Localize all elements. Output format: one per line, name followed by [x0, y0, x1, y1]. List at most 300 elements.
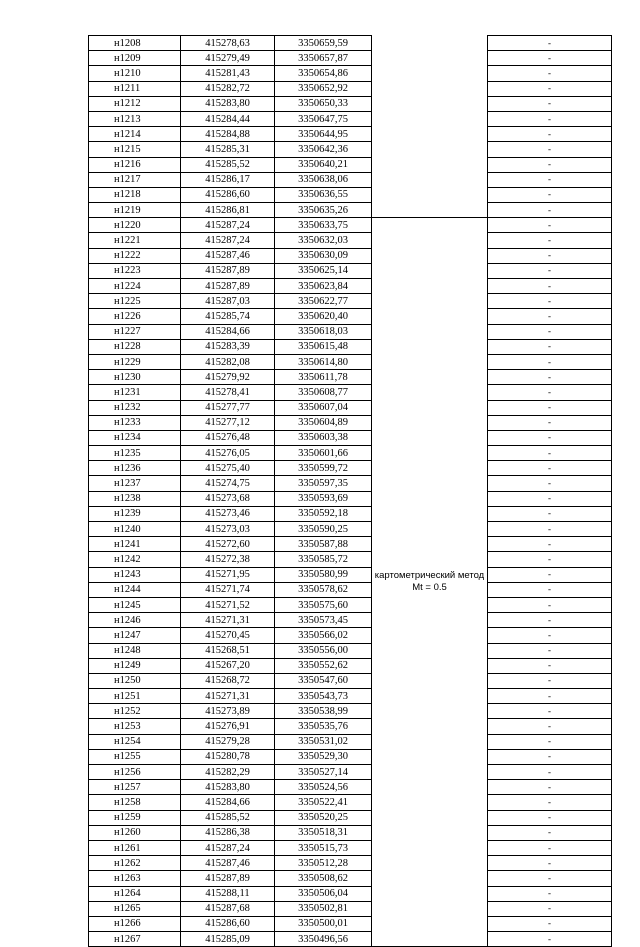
point-id-cell: н1255	[89, 749, 181, 764]
precision-cell: -	[488, 491, 612, 506]
precision-cell: -	[488, 476, 612, 491]
point-id-cell: н1243	[89, 567, 181, 582]
point-id-cell: н1249	[89, 658, 181, 673]
precision-cell: -	[488, 233, 612, 248]
coordinates-table-body	[89, 36, 612, 947]
table-row	[89, 157, 612, 172]
y-coordinate-cell: 3350524,56	[275, 780, 372, 795]
y-coordinate-cell: 3350590,25	[275, 522, 372, 537]
table-row	[89, 36, 612, 51]
table-row	[89, 597, 612, 612]
point-id-cell: н1251	[89, 689, 181, 704]
table-row	[89, 446, 612, 461]
precision-cell: -	[488, 203, 612, 218]
point-id-cell: н1245	[89, 597, 181, 612]
y-coordinate-cell: 3350622,77	[275, 294, 372, 309]
precision-cell: -	[488, 339, 612, 354]
y-coordinate-cell: 3350608,77	[275, 385, 372, 400]
table-row	[89, 187, 612, 202]
x-coordinate-cell: 415272,38	[181, 552, 275, 567]
point-id-cell: н1238	[89, 491, 181, 506]
x-coordinate-cell: 415284,88	[181, 127, 275, 142]
table-row	[89, 506, 612, 521]
precision-cell: -	[488, 446, 612, 461]
y-coordinate-cell: 3350615,48	[275, 339, 372, 354]
precision-cell: -	[488, 127, 612, 142]
precision-cell: -	[488, 294, 612, 309]
table-row	[89, 810, 612, 825]
x-coordinate-cell: 415286,60	[181, 916, 275, 931]
point-id-cell: н1210	[89, 66, 181, 81]
y-coordinate-cell: 3350531,02	[275, 734, 372, 749]
table-row	[89, 81, 612, 96]
point-id-cell: н1221	[89, 233, 181, 248]
x-coordinate-cell: 415278,63	[181, 36, 275, 51]
precision-cell: -	[488, 916, 612, 931]
x-coordinate-cell: 415285,74	[181, 309, 275, 324]
y-coordinate-cell: 3350496,56	[275, 932, 372, 947]
point-id-cell: н1246	[89, 613, 181, 628]
x-coordinate-cell: 415278,41	[181, 385, 275, 400]
point-id-cell: н1226	[89, 309, 181, 324]
x-coordinate-cell: 415287,24	[181, 218, 275, 233]
point-id-cell: н1224	[89, 279, 181, 294]
point-id-cell: н1208	[89, 36, 181, 51]
precision-cell: -	[488, 643, 612, 658]
y-coordinate-cell: 3350650,33	[275, 96, 372, 111]
x-coordinate-cell: 415273,46	[181, 506, 275, 521]
table-row	[89, 370, 612, 385]
point-id-cell: н1228	[89, 339, 181, 354]
y-coordinate-cell: 3350547,60	[275, 673, 372, 688]
x-coordinate-cell: 415276,91	[181, 719, 275, 734]
y-coordinate-cell: 3350659,59	[275, 36, 372, 51]
y-coordinate-cell: 3350593,69	[275, 491, 372, 506]
table-row	[89, 491, 612, 506]
table-row	[89, 856, 612, 871]
x-coordinate-cell: 415287,89	[181, 263, 275, 278]
table-row	[89, 840, 612, 855]
point-id-cell: н1225	[89, 294, 181, 309]
y-coordinate-cell: 3350618,03	[275, 324, 372, 339]
x-coordinate-cell: 415284,44	[181, 111, 275, 126]
point-id-cell: н1259	[89, 810, 181, 825]
precision-cell: -	[488, 871, 612, 886]
point-id-cell: н1223	[89, 263, 181, 278]
precision-cell: -	[488, 901, 612, 916]
x-coordinate-cell: 415281,43	[181, 66, 275, 81]
point-id-cell: н1253	[89, 719, 181, 734]
precision-cell: -	[488, 932, 612, 947]
point-id-cell: н1254	[89, 734, 181, 749]
table-row	[89, 354, 612, 369]
x-coordinate-cell: 415271,74	[181, 582, 275, 597]
table-row	[89, 916, 612, 931]
precision-cell: -	[488, 506, 612, 521]
y-coordinate-cell: 3350625,14	[275, 263, 372, 278]
point-id-cell: н1237	[89, 476, 181, 491]
x-coordinate-cell: 415286,60	[181, 187, 275, 202]
table-row	[89, 279, 612, 294]
table-row	[89, 324, 612, 339]
point-id-cell: н1231	[89, 385, 181, 400]
x-coordinate-cell: 415273,68	[181, 491, 275, 506]
table-row	[89, 111, 612, 126]
point-id-cell: н1230	[89, 370, 181, 385]
y-coordinate-cell: 3350512,28	[275, 856, 372, 871]
y-coordinate-cell: 3350515,73	[275, 840, 372, 855]
y-coordinate-cell: 3350527,14	[275, 765, 372, 780]
point-id-cell: н1258	[89, 795, 181, 810]
x-coordinate-cell: 415282,29	[181, 765, 275, 780]
x-coordinate-cell: 415283,39	[181, 339, 275, 354]
x-coordinate-cell: 415277,77	[181, 400, 275, 415]
precision-cell: -	[488, 400, 612, 415]
x-coordinate-cell: 415285,09	[181, 932, 275, 947]
y-coordinate-cell: 3350529,30	[275, 749, 372, 764]
x-coordinate-cell: 415268,51	[181, 643, 275, 658]
y-coordinate-cell: 3350522,41	[275, 795, 372, 810]
table-row	[89, 430, 612, 445]
precision-cell: -	[488, 157, 612, 172]
x-coordinate-cell: 415288,11	[181, 886, 275, 901]
table-row	[89, 932, 612, 947]
y-coordinate-cell: 3350614,80	[275, 354, 372, 369]
x-coordinate-cell: 415271,95	[181, 567, 275, 582]
y-coordinate-cell: 3350623,84	[275, 279, 372, 294]
table-row	[89, 567, 612, 582]
y-coordinate-cell: 3350508,62	[275, 871, 372, 886]
x-coordinate-cell: 415279,49	[181, 51, 275, 66]
x-coordinate-cell: 415287,89	[181, 871, 275, 886]
table-row	[89, 780, 612, 795]
y-coordinate-cell: 3350599,72	[275, 461, 372, 476]
y-coordinate-cell: 3350556,00	[275, 643, 372, 658]
x-coordinate-cell: 415282,08	[181, 354, 275, 369]
x-coordinate-cell: 415276,05	[181, 446, 275, 461]
table-row	[89, 294, 612, 309]
x-coordinate-cell: 415286,38	[181, 825, 275, 840]
point-id-cell: н1266	[89, 916, 181, 931]
precision-cell: -	[488, 172, 612, 187]
table-row	[89, 689, 612, 704]
x-coordinate-cell: 415268,72	[181, 673, 275, 688]
coordinates-table	[88, 35, 612, 947]
table-row	[89, 643, 612, 658]
precision-cell: -	[488, 385, 612, 400]
y-coordinate-cell: 3350620,40	[275, 309, 372, 324]
table-row	[89, 825, 612, 840]
precision-cell: -	[488, 825, 612, 840]
point-id-cell: н1218	[89, 187, 181, 202]
point-id-cell: н1212	[89, 96, 181, 111]
precision-cell: -	[488, 597, 612, 612]
y-coordinate-cell: 3350566,02	[275, 628, 372, 643]
point-id-cell: н1250	[89, 673, 181, 688]
point-id-cell: н1229	[89, 354, 181, 369]
table-row	[89, 172, 612, 187]
table-row	[89, 749, 612, 764]
point-id-cell: н1215	[89, 142, 181, 157]
x-coordinate-cell: 415271,31	[181, 613, 275, 628]
y-coordinate-cell: 3350644,95	[275, 127, 372, 142]
y-coordinate-cell: 3350632,03	[275, 233, 372, 248]
y-coordinate-cell: 3350601,66	[275, 446, 372, 461]
point-id-cell: н1256	[89, 765, 181, 780]
x-coordinate-cell: 415275,40	[181, 461, 275, 476]
precision-cell: -	[488, 765, 612, 780]
table-row	[89, 886, 612, 901]
precision-cell: -	[488, 689, 612, 704]
table-row	[89, 385, 612, 400]
point-id-cell: н1262	[89, 856, 181, 871]
table-row	[89, 476, 612, 491]
point-id-cell: н1241	[89, 537, 181, 552]
x-coordinate-cell: 415273,03	[181, 522, 275, 537]
precision-cell: -	[488, 734, 612, 749]
precision-cell: -	[488, 749, 612, 764]
precision-cell: -	[488, 96, 612, 111]
precision-cell: -	[488, 142, 612, 157]
point-id-cell: н1257	[89, 780, 181, 795]
blank-merged-cell	[372, 36, 488, 218]
precision-cell: -	[488, 218, 612, 233]
point-id-cell: н1235	[89, 446, 181, 461]
table-row	[89, 309, 612, 324]
precision-cell: -	[488, 567, 612, 582]
y-coordinate-cell: 3350500,01	[275, 916, 372, 931]
y-coordinate-cell: 3350652,92	[275, 81, 372, 96]
x-coordinate-cell: 415287,46	[181, 248, 275, 263]
precision-cell: -	[488, 719, 612, 734]
x-coordinate-cell: 415283,80	[181, 96, 275, 111]
point-id-cell: н1240	[89, 522, 181, 537]
x-coordinate-cell: 415287,03	[181, 294, 275, 309]
precision-cell: -	[488, 81, 612, 96]
y-coordinate-cell: 3350597,35	[275, 476, 372, 491]
point-id-cell: н1222	[89, 248, 181, 263]
precision-cell: -	[488, 36, 612, 51]
point-id-cell: н1264	[89, 886, 181, 901]
precision-cell: -	[488, 430, 612, 445]
point-id-cell: н1209	[89, 51, 181, 66]
y-coordinate-cell: 3350520,25	[275, 810, 372, 825]
precision-cell: -	[488, 263, 612, 278]
point-id-cell: н1265	[89, 901, 181, 916]
y-coordinate-cell: 3350543,73	[275, 689, 372, 704]
y-coordinate-cell: 3350607,04	[275, 400, 372, 415]
precision-cell: -	[488, 810, 612, 825]
point-id-cell: н1214	[89, 127, 181, 142]
table-row	[89, 66, 612, 81]
point-id-cell: н1242	[89, 552, 181, 567]
table-row	[89, 263, 612, 278]
point-id-cell: н1261	[89, 840, 181, 855]
x-coordinate-cell: 415284,66	[181, 324, 275, 339]
point-id-cell: н1260	[89, 825, 181, 840]
precision-cell: -	[488, 309, 612, 324]
precision-cell: -	[488, 415, 612, 430]
precision-cell: -	[488, 370, 612, 385]
x-coordinate-cell: 415287,24	[181, 840, 275, 855]
x-coordinate-cell: 415283,80	[181, 780, 275, 795]
table-row	[89, 537, 612, 552]
point-id-cell: н1244	[89, 582, 181, 597]
precision-cell: -	[488, 658, 612, 673]
table-row	[89, 673, 612, 688]
table-row	[89, 552, 612, 567]
y-coordinate-cell: 3350585,72	[275, 552, 372, 567]
x-coordinate-cell: 415287,89	[181, 279, 275, 294]
precision-cell: -	[488, 537, 612, 552]
precision-cell: -	[488, 840, 612, 855]
point-id-cell: н1219	[89, 203, 181, 218]
y-coordinate-cell: 3350592,18	[275, 506, 372, 521]
point-id-cell: н1234	[89, 430, 181, 445]
y-coordinate-cell: 3350552,62	[275, 658, 372, 673]
y-coordinate-cell: 3350573,45	[275, 613, 372, 628]
y-coordinate-cell: 3350575,60	[275, 597, 372, 612]
x-coordinate-cell: 415270,45	[181, 628, 275, 643]
x-coordinate-cell: 415267,20	[181, 658, 275, 673]
y-coordinate-cell: 3350636,55	[275, 187, 372, 202]
precision-cell: -	[488, 279, 612, 294]
y-coordinate-cell: 3350647,75	[275, 111, 372, 126]
table-row	[89, 339, 612, 354]
precision-cell: -	[488, 582, 612, 597]
table-row	[89, 415, 612, 430]
point-id-cell: н1211	[89, 81, 181, 96]
point-id-cell: н1233	[89, 415, 181, 430]
x-coordinate-cell: 415271,52	[181, 597, 275, 612]
x-coordinate-cell: 415287,68	[181, 901, 275, 916]
point-id-cell: н1216	[89, 157, 181, 172]
precision-cell: -	[488, 66, 612, 81]
x-coordinate-cell: 415287,24	[181, 233, 275, 248]
x-coordinate-cell: 415285,52	[181, 810, 275, 825]
table-row	[89, 142, 612, 157]
table-row	[89, 613, 612, 628]
x-coordinate-cell: 415286,17	[181, 172, 275, 187]
precision-cell: -	[488, 461, 612, 476]
y-coordinate-cell: 3350538,99	[275, 704, 372, 719]
table-row	[89, 51, 612, 66]
precision-cell: -	[488, 886, 612, 901]
y-coordinate-cell: 3350578,62	[275, 582, 372, 597]
x-coordinate-cell: 415276,48	[181, 430, 275, 445]
y-coordinate-cell: 3350604,89	[275, 415, 372, 430]
x-coordinate-cell: 415274,75	[181, 476, 275, 491]
table-row	[89, 719, 612, 734]
point-id-cell: н1232	[89, 400, 181, 415]
point-id-cell: н1227	[89, 324, 181, 339]
table-row	[89, 734, 612, 749]
y-coordinate-cell: 3350642,36	[275, 142, 372, 157]
table-row	[89, 203, 612, 218]
table-row	[89, 871, 612, 886]
precision-cell: -	[488, 324, 612, 339]
y-coordinate-cell: 3350506,04	[275, 886, 372, 901]
precision-cell: -	[488, 856, 612, 871]
point-id-cell: н1220	[89, 218, 181, 233]
y-coordinate-cell: 3350518,31	[275, 825, 372, 840]
point-id-cell: н1236	[89, 461, 181, 476]
precision-cell: -	[488, 248, 612, 263]
x-coordinate-cell: 415272,60	[181, 537, 275, 552]
y-coordinate-cell: 3350657,87	[275, 51, 372, 66]
y-coordinate-cell: 3350633,75	[275, 218, 372, 233]
y-coordinate-cell: 3350630,09	[275, 248, 372, 263]
point-id-cell: н1267	[89, 932, 181, 947]
table-row	[89, 233, 612, 248]
x-coordinate-cell: 415286,81	[181, 203, 275, 218]
table-row	[89, 522, 612, 537]
x-coordinate-cell: 415273,89	[181, 704, 275, 719]
y-coordinate-cell: 3350535,76	[275, 719, 372, 734]
point-id-cell: н1213	[89, 111, 181, 126]
point-id-cell: н1247	[89, 628, 181, 643]
x-coordinate-cell: 415284,66	[181, 795, 275, 810]
method-cell: картометрический метод Mt = 0.5	[372, 218, 488, 947]
y-coordinate-cell: 3350580,99	[275, 567, 372, 582]
table-row	[89, 582, 612, 597]
precision-cell: -	[488, 628, 612, 643]
table-row	[89, 704, 612, 719]
precision-cell: -	[488, 795, 612, 810]
table-row	[89, 795, 612, 810]
y-coordinate-cell: 3350502,81	[275, 901, 372, 916]
x-coordinate-cell: 415285,52	[181, 157, 275, 172]
table-row	[89, 628, 612, 643]
precision-cell: -	[488, 780, 612, 795]
y-coordinate-cell: 3350654,86	[275, 66, 372, 81]
x-coordinate-cell: 415280,78	[181, 749, 275, 764]
precision-cell: -	[488, 673, 612, 688]
x-coordinate-cell: 415279,28	[181, 734, 275, 749]
precision-cell: -	[488, 111, 612, 126]
table-row	[89, 400, 612, 415]
table-row	[89, 127, 612, 142]
y-coordinate-cell: 3350587,88	[275, 537, 372, 552]
precision-cell: -	[488, 552, 612, 567]
y-coordinate-cell: 3350635,26	[275, 203, 372, 218]
point-id-cell: н1217	[89, 172, 181, 187]
table-row	[89, 96, 612, 111]
table-row	[89, 218, 612, 233]
x-coordinate-cell: 415287,46	[181, 856, 275, 871]
precision-cell: -	[488, 354, 612, 369]
precision-cell: -	[488, 187, 612, 202]
x-coordinate-cell: 415279,92	[181, 370, 275, 385]
point-id-cell: н1248	[89, 643, 181, 658]
table-row	[89, 901, 612, 916]
x-coordinate-cell: 415277,12	[181, 415, 275, 430]
y-coordinate-cell: 3350611,78	[275, 370, 372, 385]
table-row	[89, 658, 612, 673]
table-row	[89, 765, 612, 780]
table-row	[89, 248, 612, 263]
y-coordinate-cell: 3350603,38	[275, 430, 372, 445]
precision-cell: -	[488, 51, 612, 66]
point-id-cell: н1263	[89, 871, 181, 886]
y-coordinate-cell: 3350638,06	[275, 172, 372, 187]
x-coordinate-cell: 415285,31	[181, 142, 275, 157]
precision-cell: -	[488, 704, 612, 719]
x-coordinate-cell: 415282,72	[181, 81, 275, 96]
point-id-cell: н1239	[89, 506, 181, 521]
precision-cell: -	[488, 613, 612, 628]
x-coordinate-cell: 415271,31	[181, 689, 275, 704]
